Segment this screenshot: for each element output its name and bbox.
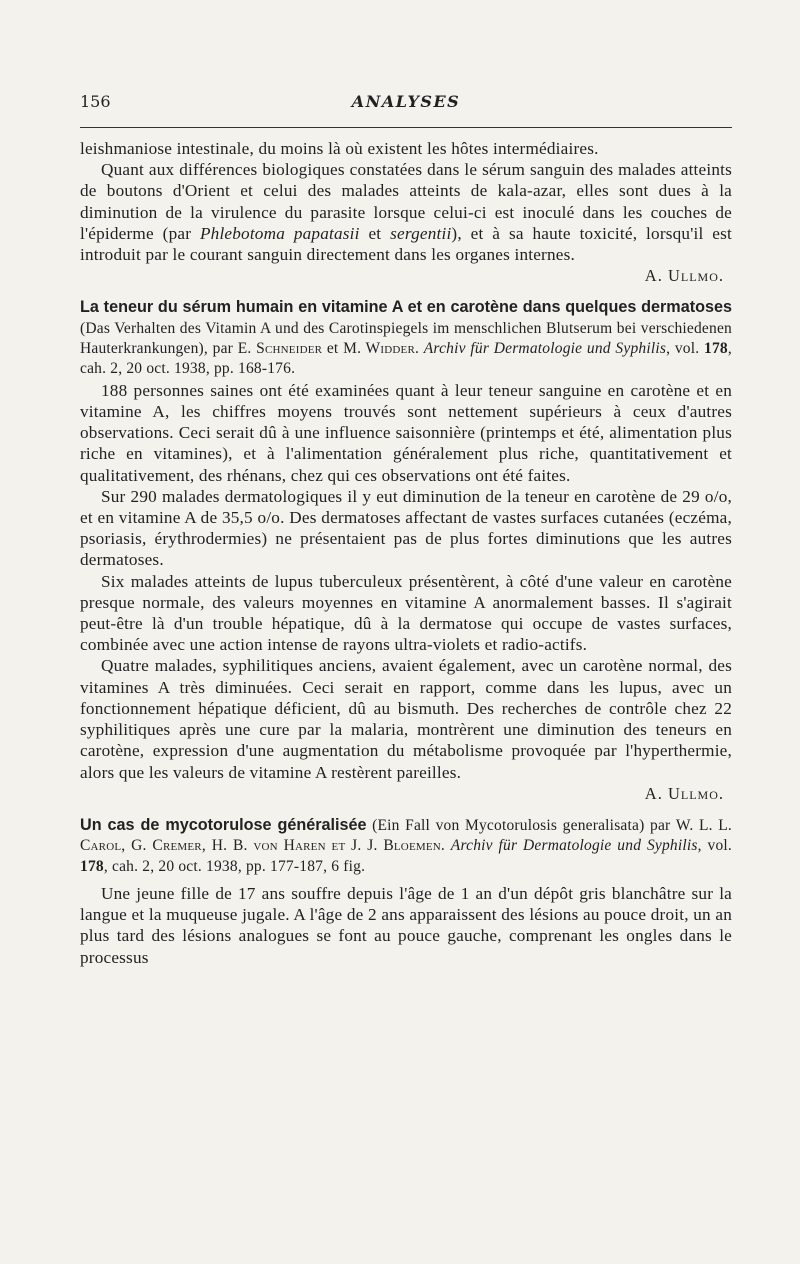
intro-paragraph-1: leishmaniose intestinale, du moins là où existent les hôtes intermédiaires.	[80, 139, 599, 158]
article-2-volume: 178	[80, 857, 104, 875]
article-1-signature: A. Ullmo.	[644, 783, 724, 803]
article-1-author-1: E. Schneider	[237, 340, 323, 358]
article-1-heading	[80, 297, 732, 380]
intro-signature: A. Ullmo.	[644, 266, 724, 286]
article-2-citation: , cah. 2, 20 oct. 1938, pp. 177-187, 6 fig.	[103, 857, 366, 875]
article-2-vol-prefix: , vol.	[697, 837, 732, 855]
running-title: ANALYSES	[351, 92, 461, 111]
article-1-journal: Archiv für Dermatologie und Syphilis	[423, 340, 667, 358]
article-2-title: Un cas de mycotorulose généralisée	[80, 815, 367, 834]
article-2-heading	[80, 815, 732, 877]
article-1-volume: 178	[704, 340, 728, 358]
article-1-paragraph: Six malades atteints de lupus tuberculeux présentèrent, à côté d'une valeur en carotène presque normale, des valeurs moyennes en vitamine A anormalement basses. Il s'agirait peut-être là d'un trouble hépatique, dû à la dermatose qui occupe de vastes surfaces, combinée avec une action intense de rayons ultra-violets et radio-actifs.	[80, 571, 732, 655]
article-2-journal: Archiv für Dermatologie und Syphilis	[450, 837, 698, 855]
intro-text-c: ), et à sa haute toxicité, lorsqu'il est introduit par le courant sanguin directement dans les organes internes.	[80, 223, 732, 265]
article-1-vol-prefix: , vol.	[666, 340, 705, 358]
article-1-sep: .	[415, 340, 424, 358]
intro-text-a: Quant aux différences biologiques constatées dans le sérum sanguin des malades atteints de boutons d'Orient et celui des malades atteints de kala-azar, elles sont dues à la diminution de la virulence du parasite lorsque celui-ci est inoculé dans les couches de l'épiderme (par	[80, 160, 732, 243]
taxon-sergentii: sergentii	[390, 223, 452, 243]
page	[80, 92, 732, 1252]
article-1-paragraph: 188 personnes saines ont été examinées quant à leur teneur sanguine en carotène et en vitamine A, les chiffres moyens trouvés sont nettement supérieurs à ceux d'autres observations. Ceci serait dû à une influence saisonnière (printemps et été, alimentation plus riche en vitamines), et à l'alimentation généralement plus riche, quantitativement et qualitativement, des rhénans, chez qui ces observations ont été faites.	[80, 380, 732, 485]
article-2-paragraph: Une jeune fille de 17 ans souffre depuis l'âge de 1 an d'un dépôt gris blanchâtre sur la langue et la muqueuse jugale. A l'âge de 2 ans apparaissent des lésions au pouce droit, un an plus tard des lésions analogues se font au pouce gauche, comprenant les ongles dans le processus	[80, 883, 732, 967]
article-1-paragraph: Quatre malades, syphilitiques anciens, avaient également, avec un carotène normal, des vitamines A très diminuées. Ceci serait en rapport, comme dans les lupus, avec un fonctionnement hépatique déficient, dû au bismuth. Des recherches de contrôle chez 22 syphilitiques après une cure par la malaria, montrèrent une diminution des teneurs en carotène, expression d'une augmentation du métabolisme provoquée par l'hyperthermie, alors que les valeurs de vitamine A restèrent pareilles.	[80, 656, 732, 782]
article-1-and: et	[322, 340, 344, 358]
header-rule	[80, 127, 732, 128]
page-number: 156	[80, 92, 111, 111]
article-1-citation: , cah. 2, 20 oct. 1938, pp. 168-176.	[80, 340, 732, 378]
article-1-paragraph: Sur 290 malades dermatologiques il y eut diminution de la teneur en carotène de 29 o/o, et en vitamine A de 35,5 o/o. Des dermatoses affectant de vastes surfaces cutanées (eczéma, psoriasis, érythrodermies) ne présentaient pas de plus fortes diminutions que les autres dermatoses.	[80, 486, 732, 570]
article-2-german-title: (Ein Fall von Mycotorulosis generalisata) par	[366, 816, 676, 834]
article-2-sep: .	[440, 837, 451, 855]
running-head	[80, 92, 732, 118]
article-1-author-2: M. Widder	[343, 340, 415, 358]
article-2-authors: W. L. L. Carol, G. Cremer, H. B. von Haren et J. J. Bloemen	[80, 816, 732, 855]
article-1-german-title: (Das Verhalten des Vitamin A und des Carotinspiegels im menschlichen Blutserum bei verschiedenen Hauterkrankungen), par	[80, 319, 732, 358]
article-1-title: La teneur du sérum humain en vitamine A et en carotène dans quelques dermatoses	[80, 298, 732, 317]
intro-text-b: et	[359, 223, 391, 243]
taxon-phlebotoma: Phlebotoma papatasii	[199, 223, 360, 243]
intro-paragraph-2	[80, 159, 732, 265]
